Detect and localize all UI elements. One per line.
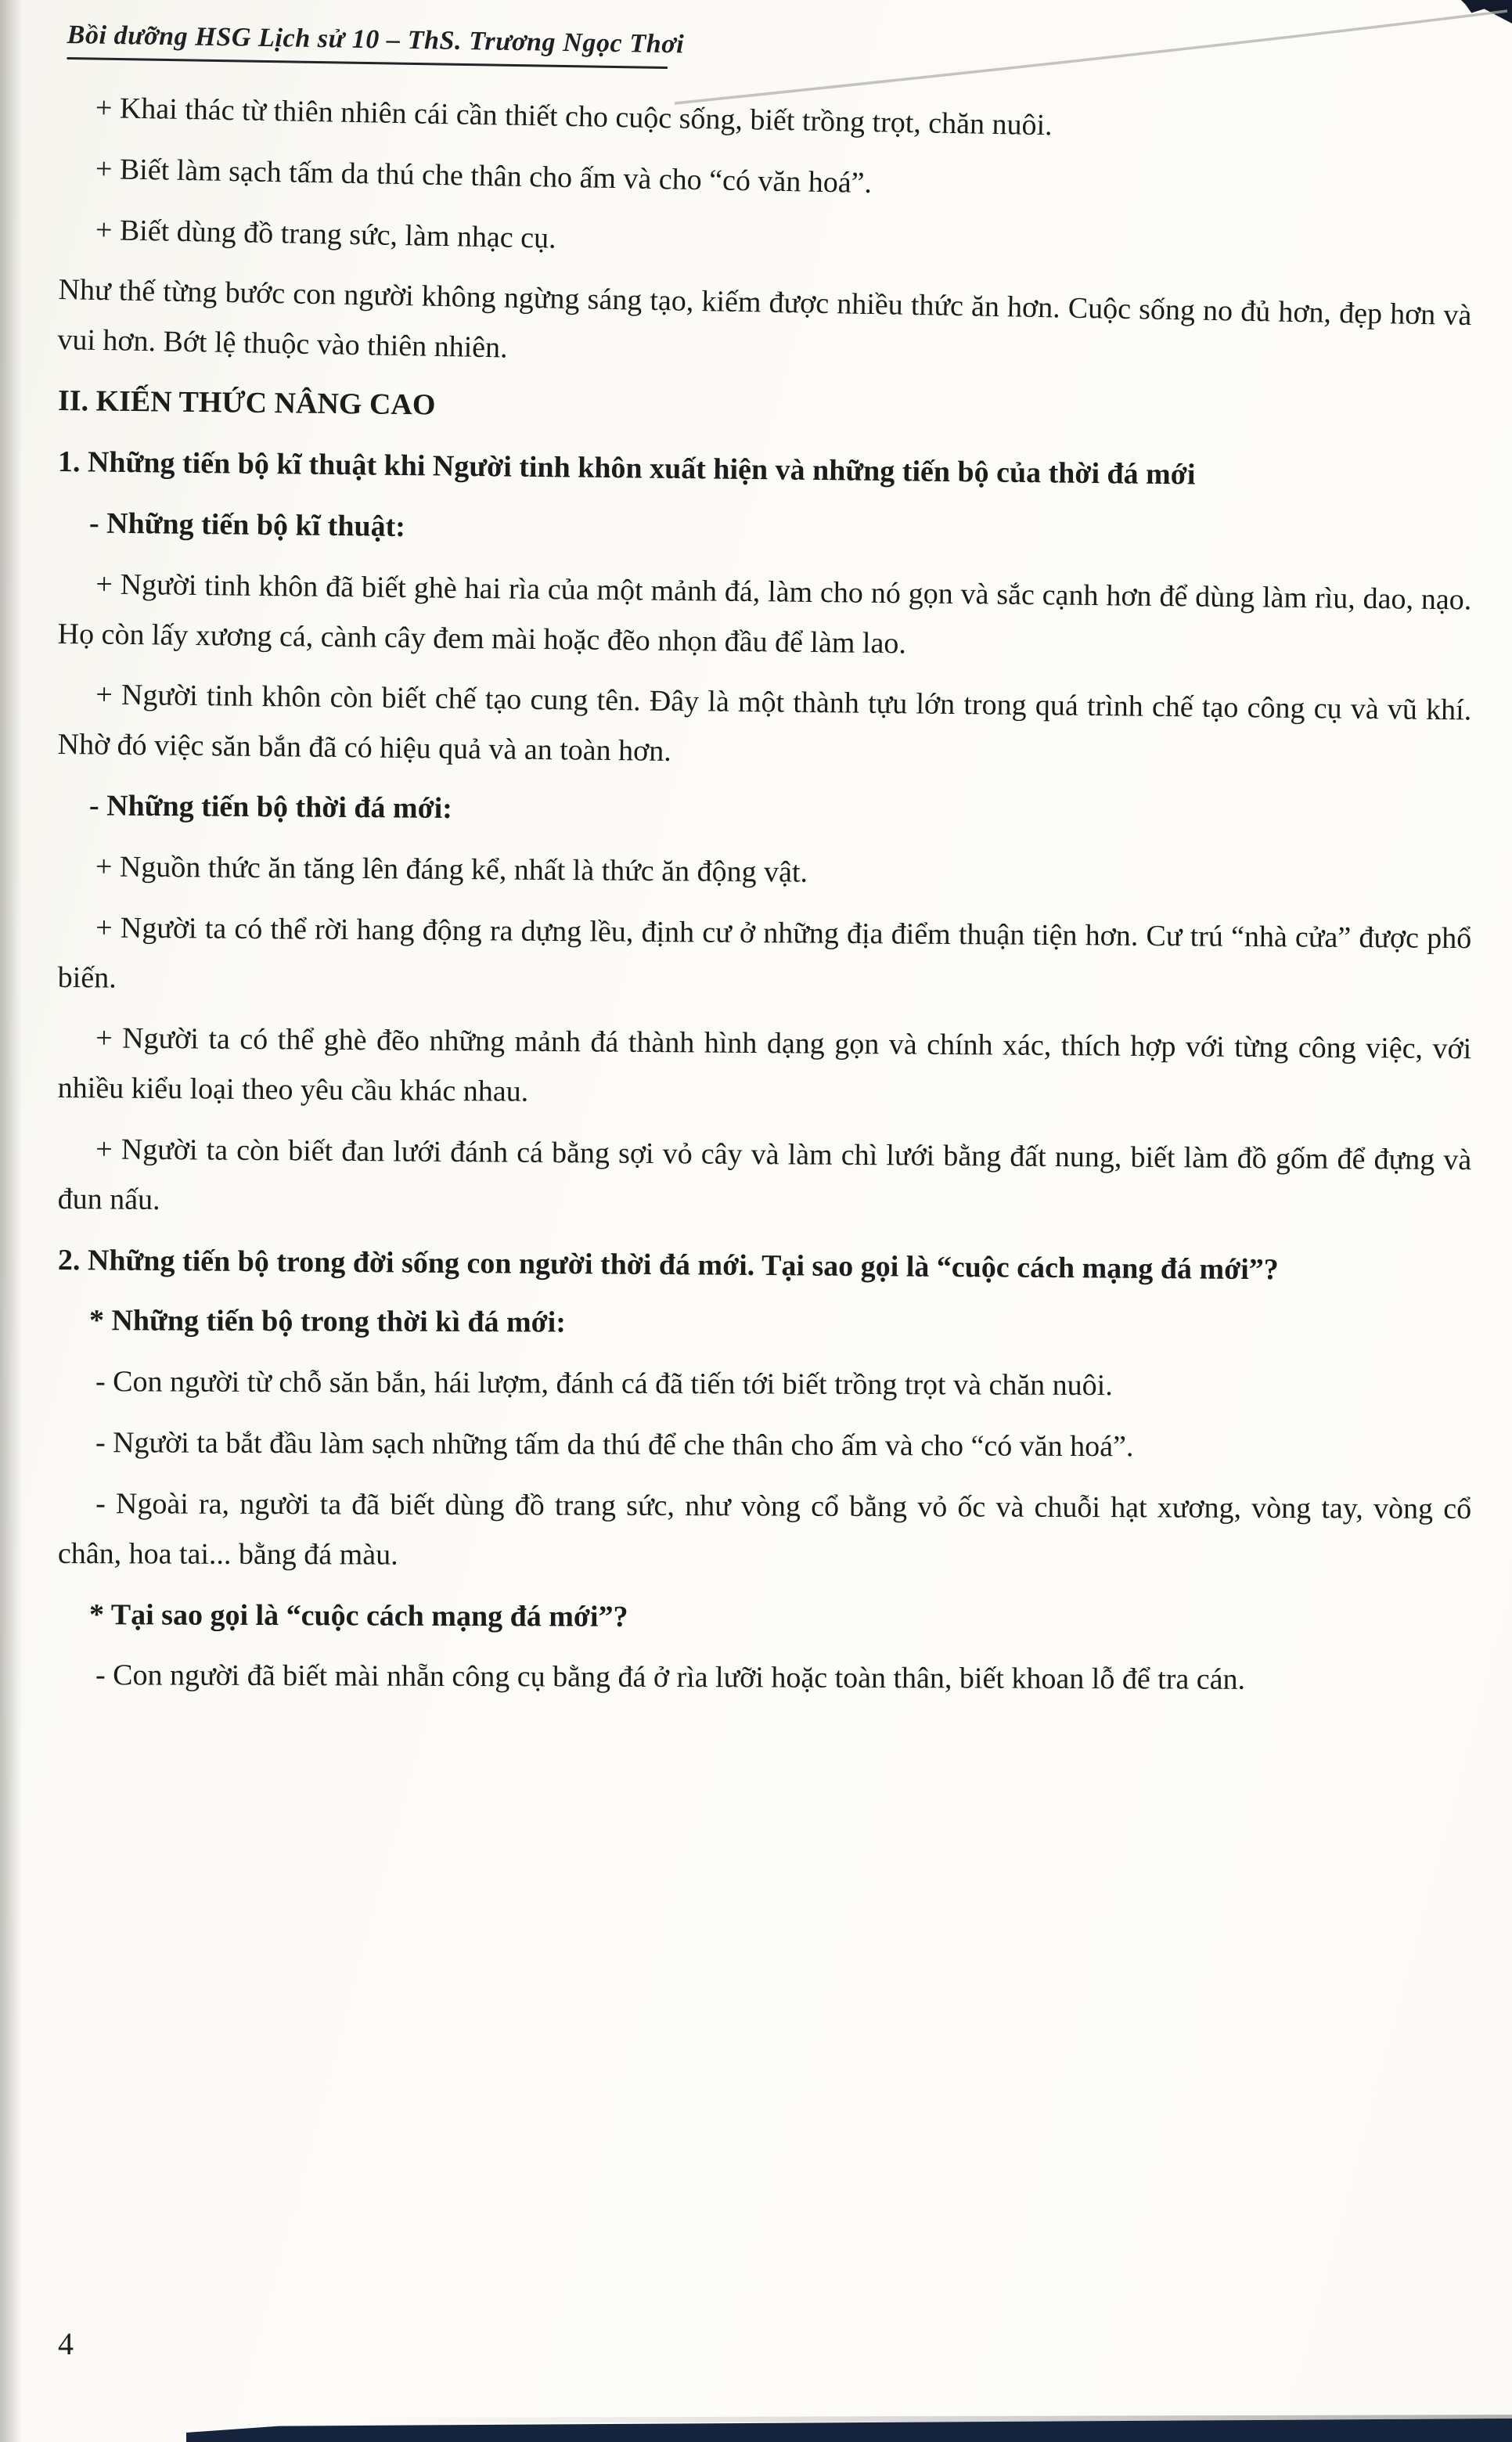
- header-rule: [67, 57, 668, 69]
- list-item: + Người tinh khôn còn biết chế tạo cung tên. Đây là một thành tựu lớn trong quá trình chế tạo công cụ và vũ khí. Nhờ đó việc săn bắn đã có hiệu quả và an toàn hơn.: [57, 678, 1472, 769]
- page-content: [58, 83, 1471, 1712]
- page-header: [67, 20, 684, 69]
- running-head: Bồi dưỡng HSG Lịch sử 10 – ThS. Trương Ngọc Thơi: [67, 20, 685, 59]
- subheading: - Những tiến bộ kĩ thuật:: [88, 506, 406, 543]
- list-item: + Người tinh khôn đã biết ghè hai rìa của một mảnh đá, làm cho nó gọn và sắc cạnh hơn để dùng làm rìu, dao, nạo. Họ còn lấy xương cá, cành cây đem mài hoặc đẽo nhọn đầu để làm lao.: [57, 567, 1472, 660]
- page-curl-mark: [1454, 0, 1512, 23]
- list-item: + Biết dùng đồ trang sức, làm nhạc cụ.: [95, 213, 556, 255]
- list-item: - Người ta bắt đầu làm sạch những tấm da thú để che thân cho ấm và cho “có văn hoá”.: [95, 1426, 1134, 1464]
- subheading: * Những tiến bộ trong thời kì đá mới:: [88, 1304, 567, 1339]
- list-item: - Ngoài ra, người ta đã biết dùng đồ trang sức, như vòng cổ bằng vỏ ốc và chuỗi hạt xương, vòng tay, vòng cổ chân, hoa tai... bằng đá màu.: [57, 1487, 1472, 1572]
- paragraph: Như thế từng bước con người không ngừng sáng tạo, kiếm được nhiều thức ăn hơn. Cuộc sống no đủ hơn, đẹp hơn và vui hơn. Bớt lệ thuộc vào thiên nhiên.: [57, 273, 1472, 365]
- list-item: + Nguồn thức ăn tăng lên đáng kể, nhất là thức ăn động vật.: [95, 850, 808, 889]
- list-item: + Người ta có thể rời hang động ra dựng lều, định cư ở những địa điểm thuận tiện hơn. Cư trú “nhà cửa” được phổ biến.: [57, 910, 1472, 995]
- list-item: + Khai thác từ thiên nhiên cái cần thiết cho cuộc sống, biết trồng trọt, chăn nuôi.: [95, 91, 1053, 142]
- numbered-heading: 2. Những tiến bộ trong đời sống con người thời đá mới. Tại sao gọi là “cuộc cách mạng đá mới”?: [57, 1243, 1279, 1286]
- list-item: - Con người từ chỗ săn bắn, hái lượm, đánh cá đã tiến tới biết trồng trọt và chăn nuôi.: [95, 1365, 1113, 1403]
- list-item: + Biết làm sạch tấm da thú che thân cho ấm và cho “có văn hoá”.: [95, 152, 873, 200]
- subheading: - Những tiến bộ thời đá mới:: [88, 789, 453, 825]
- list-item: + Người ta có thể ghè đẽo những mảnh đá thành hình dạng gọn và chính xác, thích hợp với từng công việc, với nhiều kiểu loại theo yêu cầu khác nhau.: [57, 1021, 1472, 1108]
- section-heading: II. KIẾN THỨC NÂNG CAO: [57, 384, 436, 422]
- subheading: * Tại sao gọi là “cuộc cách mạng đá mới”?: [88, 1597, 628, 1633]
- page-number: 4: [58, 2326, 74, 2361]
- numbered-heading: 1. Những tiến bộ kĩ thuật khi Người tinh khôn xuất hiện và những tiến bộ của thời đá mới: [57, 445, 1196, 492]
- list-item: + Người ta còn biết đan lưới đánh cá bằng sợi vỏ cây và làm chì lưới bằng đất nung, biết làm đồ gốm để đựng và đun nấu.: [57, 1133, 1472, 1216]
- list-item: - Con người đã biết mài nhẵn công cụ bằng đá ở rìa lưỡi hoặc toàn thân, biết khoan lỗ để tra cán.: [95, 1659, 1246, 1697]
